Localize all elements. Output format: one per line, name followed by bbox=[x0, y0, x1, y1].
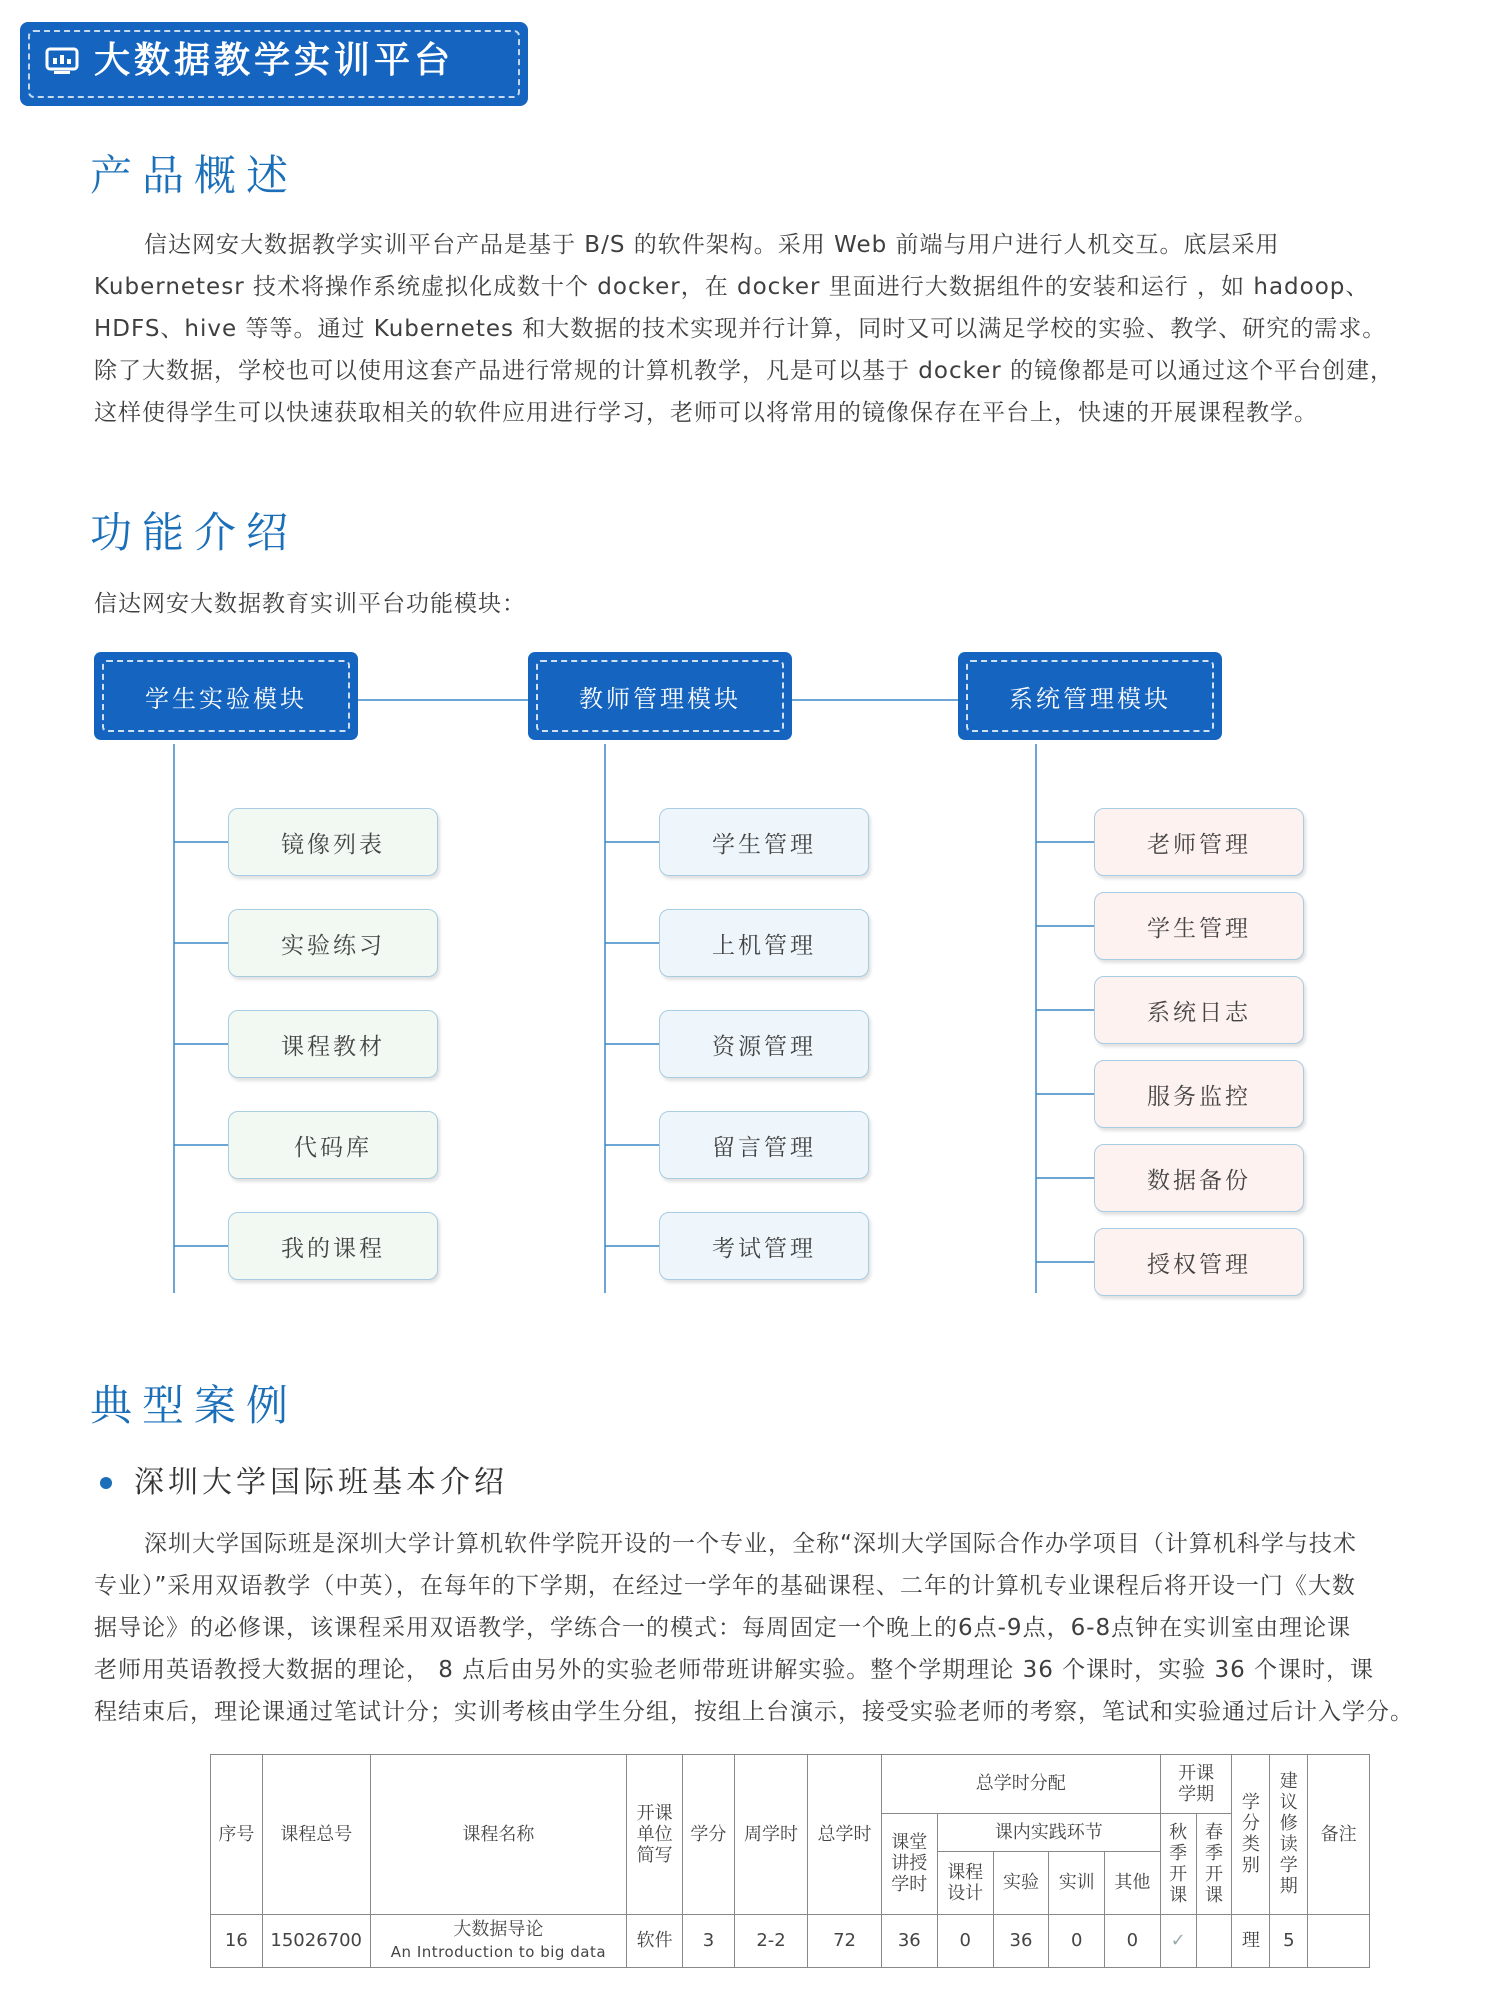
header-lecture-hours bbox=[881, 1814, 937, 1915]
overview-line: 信达网安大数据教学实训平台产品是基于 B/S 的软件架构。采用 Web 前端与用户进行人机交互。底层采用 bbox=[144, 232, 1280, 258]
header-practice: 课内实践环节 bbox=[937, 1814, 1160, 1852]
module-label: 教师管理模块 bbox=[536, 660, 784, 732]
system-item-service-monitor: 服务监控 bbox=[1094, 1060, 1304, 1128]
cell-weekly-hours: 2-2 bbox=[734, 1915, 808, 1968]
cell-course-name bbox=[370, 1915, 627, 1968]
cell-spring bbox=[1196, 1915, 1232, 1968]
checkmark-icon: ✓ bbox=[1160, 1915, 1196, 1968]
student-item-lab-practice: 实验练习 bbox=[228, 909, 438, 977]
features-intro: 信达网安大数据教育实训平台功能模块： bbox=[94, 591, 526, 617]
header-suggested-term-text: 建议修读学期 bbox=[1279, 1771, 1298, 1898]
cell-lecture-hours: 36 bbox=[881, 1915, 937, 1968]
table-row bbox=[211, 1915, 1370, 1968]
system-item-data-backup: 数据备份 bbox=[1094, 1144, 1304, 1212]
header-credit: 学分 bbox=[683, 1755, 735, 1915]
header-autumn-text: 秋季开课 bbox=[1169, 1821, 1188, 1906]
cell-remark bbox=[1308, 1915, 1370, 1968]
bullet-dot bbox=[100, 1477, 112, 1489]
cell-training: 0 bbox=[1049, 1915, 1105, 1968]
banner-title: 大数据教学实训平台 bbox=[94, 40, 455, 81]
cases-heading: 典型案例 bbox=[90, 1381, 299, 1430]
header-spring bbox=[1196, 1814, 1232, 1915]
cell-category: 理 bbox=[1232, 1915, 1270, 1968]
features-heading: 功能介绍 bbox=[90, 508, 299, 557]
header-term bbox=[1160, 1755, 1232, 1814]
overview-line: 这样使得学生可以快速获取相关的软件应用进行学习，老师可以将常用的镜像保存在平台上，快速的开展课程教学。 bbox=[94, 400, 1318, 426]
header-weekly-hours: 周学时 bbox=[734, 1755, 808, 1915]
system-item-license-management: 授权管理 bbox=[1094, 1228, 1304, 1296]
module-label: 学生实验模块 bbox=[102, 660, 350, 732]
case-line: 深圳大学国际班是深圳大学计算机软件学院开设的一个专业，全称“深圳大学国际合作办学项目（计算机科学与技术 bbox=[144, 1531, 1357, 1557]
header-course-code: 课程总号 bbox=[262, 1755, 370, 1915]
header-term-text: 开课学期 bbox=[1178, 1762, 1215, 1805]
system-item-teacher-management: 老师管理 bbox=[1094, 808, 1304, 876]
case-line: 老师用英语教授大数据的理论， 8 点后由另外的实验老师带班讲解实验。整个学期理论 36 个课时，实验 36 个课时，课 bbox=[94, 1657, 1375, 1683]
overview-line: Kubernetesr 技术将操作系统虚拟化成数十个 docker，在 docker 里面进行大数据组件的安装和运行 ，如 hadoop、 bbox=[94, 274, 1370, 300]
overview-paragraph bbox=[94, 224, 1484, 434]
cell-course-name-cn: 大数据导论 bbox=[453, 1919, 544, 1941]
cell-total-hours: 72 bbox=[808, 1915, 882, 1968]
teacher-item-resource-management: 资源管理 bbox=[659, 1010, 869, 1078]
cell-course-code: 15026700 bbox=[262, 1915, 370, 1968]
module-label: 系统管理模块 bbox=[966, 660, 1214, 732]
header-suggested-term bbox=[1270, 1755, 1308, 1915]
header-hour-allocation: 总学时分配 bbox=[881, 1755, 1160, 1814]
case-line: 专业）”采用双语教学（中英），在每年的下学期，在经过一学年的基础课程、二年的计算机专业课程后将开设一门《大数 bbox=[94, 1573, 1356, 1599]
header-unit-text: 开课单位简写 bbox=[636, 1802, 673, 1866]
header-unit bbox=[627, 1755, 683, 1915]
header-credit-category bbox=[1232, 1755, 1270, 1915]
case-line: 据导论》的必修课，该课程采用双语教学，学练合一的模式：每周固定一个晚上的6点-9点，6-8点钟在实训室由理论课 bbox=[94, 1615, 1352, 1641]
cell-experiment: 36 bbox=[993, 1915, 1049, 1968]
header-credit-category-text: 学分类别 bbox=[1241, 1792, 1260, 1877]
cell-course-design: 0 bbox=[937, 1915, 993, 1968]
header-total-hours: 总学时 bbox=[808, 1755, 882, 1915]
header-course-design-text: 课程设计 bbox=[947, 1861, 984, 1904]
header-seq: 序号 bbox=[211, 1755, 263, 1915]
header-autumn bbox=[1160, 1814, 1196, 1915]
overview-heading: 产品概述 bbox=[90, 151, 299, 200]
module-system-management bbox=[958, 652, 1222, 740]
module-diagram bbox=[0, 640, 1499, 1320]
overview-line: 除了大数据，学校也可以使用这套产品进行常规的计算机教学，凡是可以基于 docker 的镜像都是可以通过这个平台创建， bbox=[94, 358, 1395, 384]
cell-seq: 16 bbox=[211, 1915, 263, 1968]
overview-line: HDFS、hive 等等。通过 Kubernetes 和大数据的技术实现并行计算，同时又可以满足学校的实验、教学、研究的需求。 bbox=[94, 316, 1387, 342]
cell-unit: 软件 bbox=[627, 1915, 683, 1968]
module-teacher-management bbox=[528, 652, 792, 740]
header-other: 其他 bbox=[1105, 1852, 1161, 1915]
header-experiment: 实验 bbox=[993, 1852, 1049, 1915]
student-item-code-repo: 代码库 bbox=[228, 1111, 438, 1179]
teacher-item-message-management: 留言管理 bbox=[659, 1111, 869, 1179]
header-course-name: 课程名称 bbox=[370, 1755, 627, 1915]
teacher-item-lab-session-management: 上机管理 bbox=[659, 909, 869, 977]
header-lecture-hours-text: 课堂讲授学时 bbox=[891, 1832, 928, 1896]
case-subheading: 深圳大学国际班基本介绍 bbox=[134, 1465, 508, 1500]
cell-suggested-term: 5 bbox=[1270, 1915, 1308, 1968]
case-line: 程结束后，理论课通过笔试计分；实训考核由学生分组，按组上台演示，接受实验老师的考察，笔试和实验通过后计入学分。 bbox=[94, 1699, 1414, 1725]
teacher-item-student-management: 学生管理 bbox=[659, 808, 869, 876]
cell-course-name-en: An Introduction to big data bbox=[390, 1943, 607, 1962]
course-table bbox=[210, 1754, 1370, 1968]
header-course-design bbox=[937, 1852, 993, 1915]
cell-other: 0 bbox=[1105, 1915, 1161, 1968]
title-banner bbox=[20, 22, 528, 106]
system-item-student-management: 学生管理 bbox=[1094, 892, 1304, 960]
module-student-lab bbox=[94, 652, 358, 740]
student-item-course-materials: 课程教材 bbox=[228, 1010, 438, 1078]
header-training: 实训 bbox=[1049, 1852, 1105, 1915]
teacher-item-exam-management: 考试管理 bbox=[659, 1212, 869, 1280]
student-item-my-courses: 我的课程 bbox=[228, 1212, 438, 1280]
header-spring-text: 春季开课 bbox=[1205, 1821, 1224, 1906]
student-item-image-list: 镜像列表 bbox=[228, 808, 438, 876]
slide-presentation-icon bbox=[45, 47, 79, 75]
case-paragraph bbox=[94, 1523, 1484, 1733]
cell-credit: 3 bbox=[683, 1915, 735, 1968]
system-item-system-log: 系统日志 bbox=[1094, 976, 1304, 1044]
header-remark: 备注 bbox=[1308, 1755, 1370, 1915]
